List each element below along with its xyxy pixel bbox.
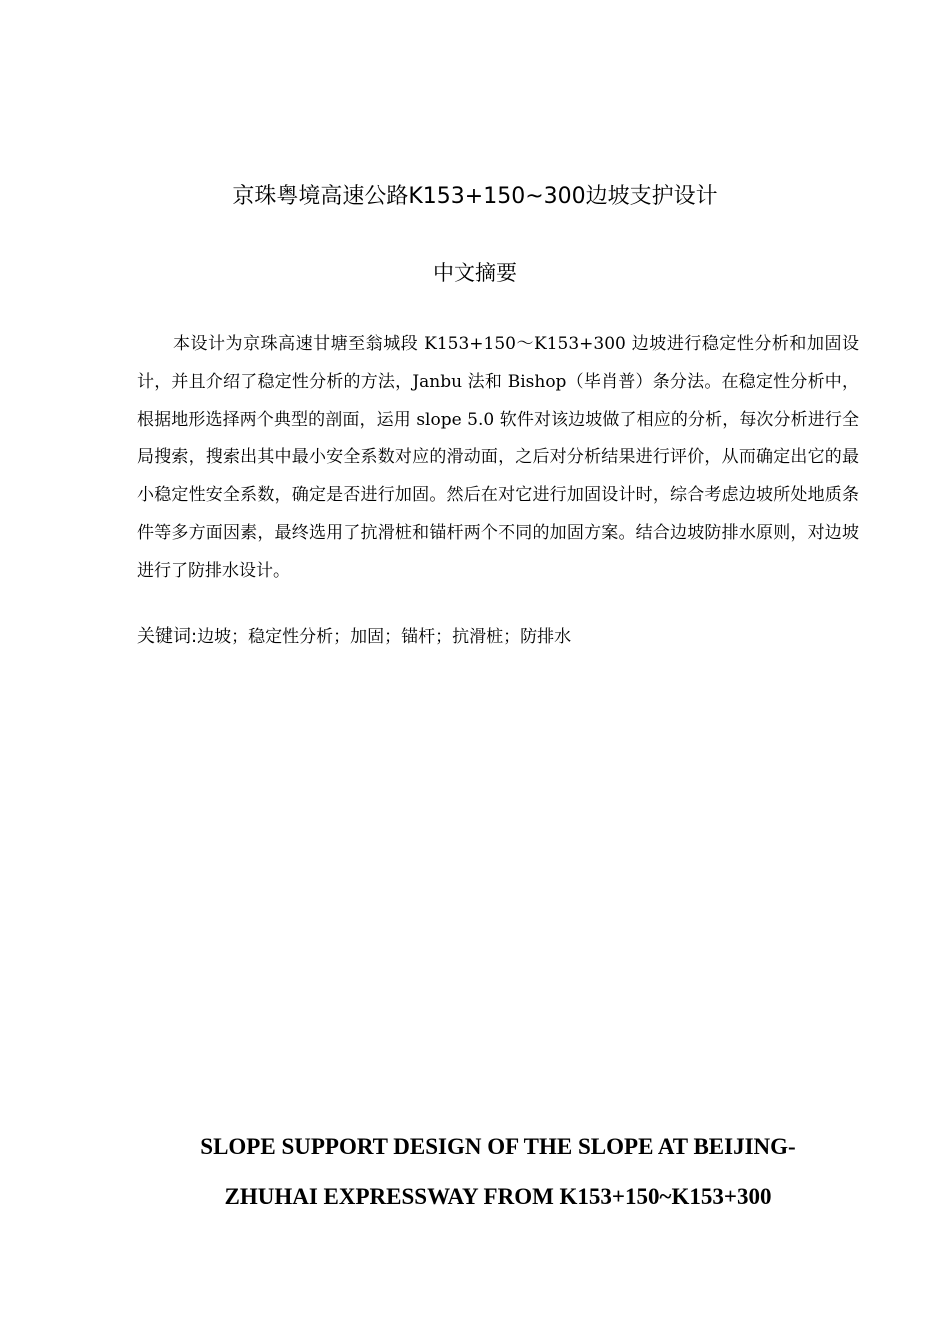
english-title-line-1: SLOPE SUPPORT DESIGN OF THE SLOPE AT BEIJING- — [200, 1134, 796, 1159]
english-title — [100, 1122, 896, 1222]
chinese-title: 京珠粤境高速公路K153+150~300边坡支护设计 — [232, 184, 718, 209]
english-title-line-2: ZHUHAI EXPRESSWAY FROM K153+150~K153+300 — [224, 1184, 772, 1209]
keywords-line — [137, 622, 859, 652]
keywords-text: 边坡；稳定性分析；加固；锚杆；抗滑桩；防排水 — [197, 627, 572, 647]
chinese-abstract-heading: 中文摘要 — [433, 261, 517, 285]
chinese-abstract-body: 本设计为京珠高速甘塘至翁城段 K153+150～K153+300 边坡进行稳定性分析和加固设计，并且介绍了稳定性分析的方法，Janbu 法和 Bishop（毕肖普）条分法。在稳定性分析中，根据地形选择两个典型的剖面，运用 slope 5.0 软件对该边坡做了相应的分析，每次分析进行全局搜索，搜索出其中最小安全系数对应的滑动面，之后对分析结果进行评价，从而确定出它的最小稳定性安全系数，确定是否进行加固。然后在对它进行加固设计时，综合考虑边坡所处地质条件等多方面因素，最终选用了抗滑桩和锚杆两个不同的加固方案。结合边坡防排水原则，对边坡进行了防排水设计。 — [137, 334, 859, 581]
keywords-label: 关键词: — [137, 626, 198, 647]
